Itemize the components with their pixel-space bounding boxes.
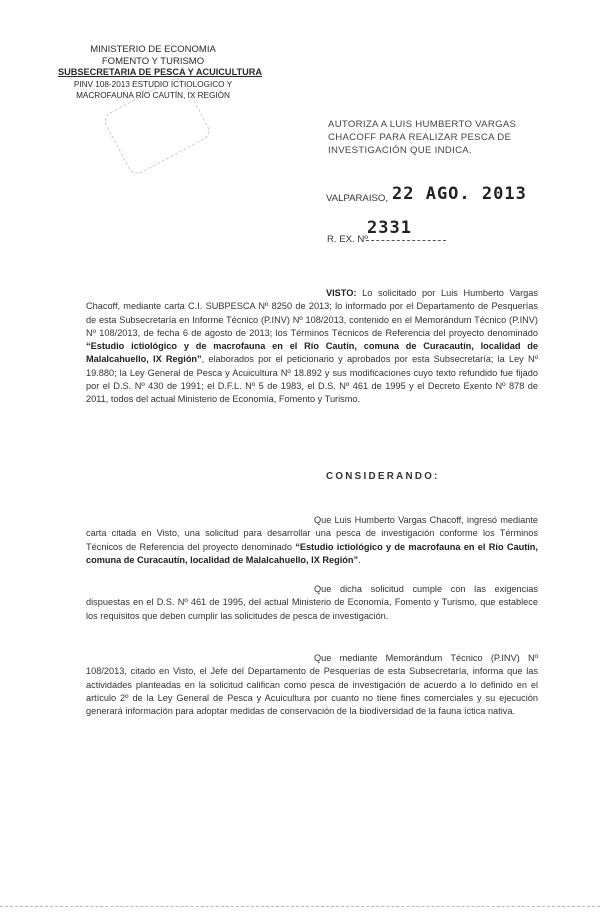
considerando-p2-text: Que dicha solicitud cumple con las exigencias dispuestas en el D.S. Nº 461 de 1995, del actual Ministerio de Economía, Fomento y Turismo, que establece los requisitos que deben cumplir las solicitudes de pesca de investigación.	[86, 584, 538, 621]
considerando-p3-text: Que mediante Memorándum Técnico (P.INV) Nº 108/2013, citado en Visto, el Jefe del Departamento de Pesquerías de esta Subsecretaría, informa que las actividades planteadas en la solicitud califican como pesca de investigación de acuerdo a lo definido en el artículo 2º de la Ley General de Pesca y Acuicultura por cuanto no tiene fines comerciales y su ejecución generará información para adoptar medidas de conservación de la biodiversidad de la fauna íctica nativa.	[86, 653, 538, 717]
considerando-title: CONSIDERANDO:	[326, 471, 440, 482]
reference-line-2: MACROFAUNA RÍO CAUTÍN, IX REGIÓN	[76, 91, 230, 100]
considerando-p1-end: .	[358, 554, 361, 565]
considerando-paragraph-1	[86, 514, 538, 567]
visto-project-name: “Estudio ictiológico y de macrofauna en el Río Cautín, comuna de Curacautín, localidad de Malalcahuello, IX Región”	[86, 341, 538, 365]
subsecretaria-name: SUBSECRETARIA DE PESCA Y ACUICULTURA	[58, 67, 263, 77]
document-subject: AUTORIZA A LUIS HUMBERTO VARGAS CHACOFF PARA REALIZAR PESCA DE INVESTIGACIÓN QUE INDICA.	[328, 119, 517, 156]
resolution-underline	[366, 240, 446, 241]
considerando-paragraph-3	[86, 652, 538, 718]
visto-section	[86, 287, 538, 407]
visto-label: VISTO:	[326, 288, 357, 298]
visto-text-1: Lo solicitado por Luis Humberto Vargas Chacoff, mediante carta C.I. SUBPESCA Nº 8250 de 2013; lo informado por el Departamento de Pesquerías de esta Subsecretaría en Informe Técnico (P.INV) Nº 108/2013, contenido en el Memorándum Técnico (P.INV) Nº 108/2013, de fecha 6 de agosto de 2013; los Términos Técnicos de Referencia del proyecto denominado	[86, 288, 538, 338]
resolution-label: R. EX. Nº	[327, 234, 368, 245]
place-label: VALPARAISO,	[326, 193, 389, 204]
resolution-number: 2331	[367, 218, 412, 238]
considerando-p1-project: “Estudio ictiológico y de macrofauna en el Río Cautín, comuna de Curacautín, localidad de Malalcahuello, IX Región”	[86, 541, 538, 565]
visto-text-2: , elaborados por el peticionario y aprobados por esta Subsecretaría; la Ley Nº 19.880; la Ley General de Pesca y Acuicultura Nº 18.892 y sus modificaciones cuyo texto refundido fue fijado por el D.S. Nº 430 de 1991; el D.F.L. Nº 5 de 1983, el D.S. Nº 461 de 1995 y el Decreto Exento Nº 878 de 2011, todos del actual Ministerio de Economía, Fomento y Turismo.	[86, 354, 538, 405]
considerando-paragraph-2	[86, 583, 538, 623]
ministry-sub: FOMENTO Y TURISMO	[101, 55, 205, 67]
considerando-p1-text: Que Luis Humberto Vargas Chacoff, ingresó mediante carta citada en Visto, una solicitud para desarrollar una pesca de investigación conforme los Términos Técnicos de Referencia del proyecto denominado	[86, 515, 538, 552]
reference-line-1: PINV 108-2013 ESTUDIO ICTIOLOGICO Y	[73, 79, 233, 89]
ministry-name: MINISTERIO DE ECONOMIA	[90, 44, 216, 55]
document-date: 22 AGO. 2013	[392, 184, 527, 204]
scan-edge-line	[0, 906, 600, 907]
